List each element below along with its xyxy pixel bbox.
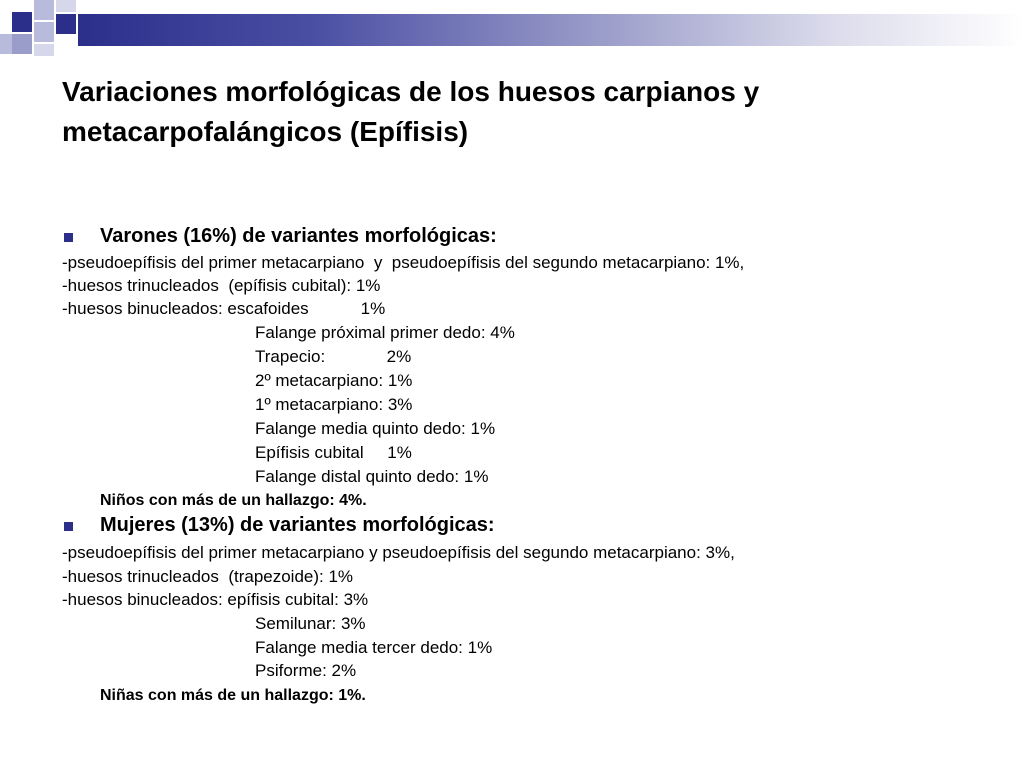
section-heading: Mujeres (13%) de variantes morfológicas: [100,514,495,536]
indented-line: 1º metacarpiano: 3% [255,395,413,414]
indented-line: Falange próximal primer dedo: 4% [255,323,515,342]
indented-line: Epífisis cubital 1% [255,443,412,462]
body-line: -huesos binucleados: epífisis cubital: 3% [62,590,369,609]
body-line: -huesos binucleados: escafoides 1% [62,299,386,318]
body-line: -huesos trinucleados (trapezoide): 1% [62,567,354,586]
section-summary: Niños con más de un hallazgo: 4%. [100,492,367,509]
indented-line: Trapecio: 2% [255,347,412,366]
indented-line: Falange media tercer dedo: 1% [255,638,493,657]
square-bullet-icon [64,233,73,242]
slide-title: Variaciones morfológicas de los huesos carpianos y metacarpofalángicos (Epífisis) [62,76,760,147]
indented-line: Falange distal quinto dedo: 1% [255,467,489,486]
section-heading: Varones (16%) de variantes morfológicas: [100,225,497,247]
body-line: -huesos trinucleados (epífisis cubital): 1% [62,276,381,295]
indented-line: Falange media quinto dedo: 1% [255,419,496,438]
body-line: -pseudoepífisis del primer metacarpiano y pseudoepífisis del segundo metacarpiano: 1%, [62,253,745,272]
body-line: -pseudoepífisis del primer metacarpiano y pseudoepífisis del segundo metacarpiano: 3%, [62,543,735,562]
section-summary: Niñas con más de un hallazgo: 1%. [100,687,366,704]
indented-line: Psiforme: 2% [255,661,357,680]
indented-line: Semilunar: 3% [255,614,366,633]
indented-line: 2º metacarpiano: 1% [255,371,413,390]
square-bullet-icon [64,522,73,531]
